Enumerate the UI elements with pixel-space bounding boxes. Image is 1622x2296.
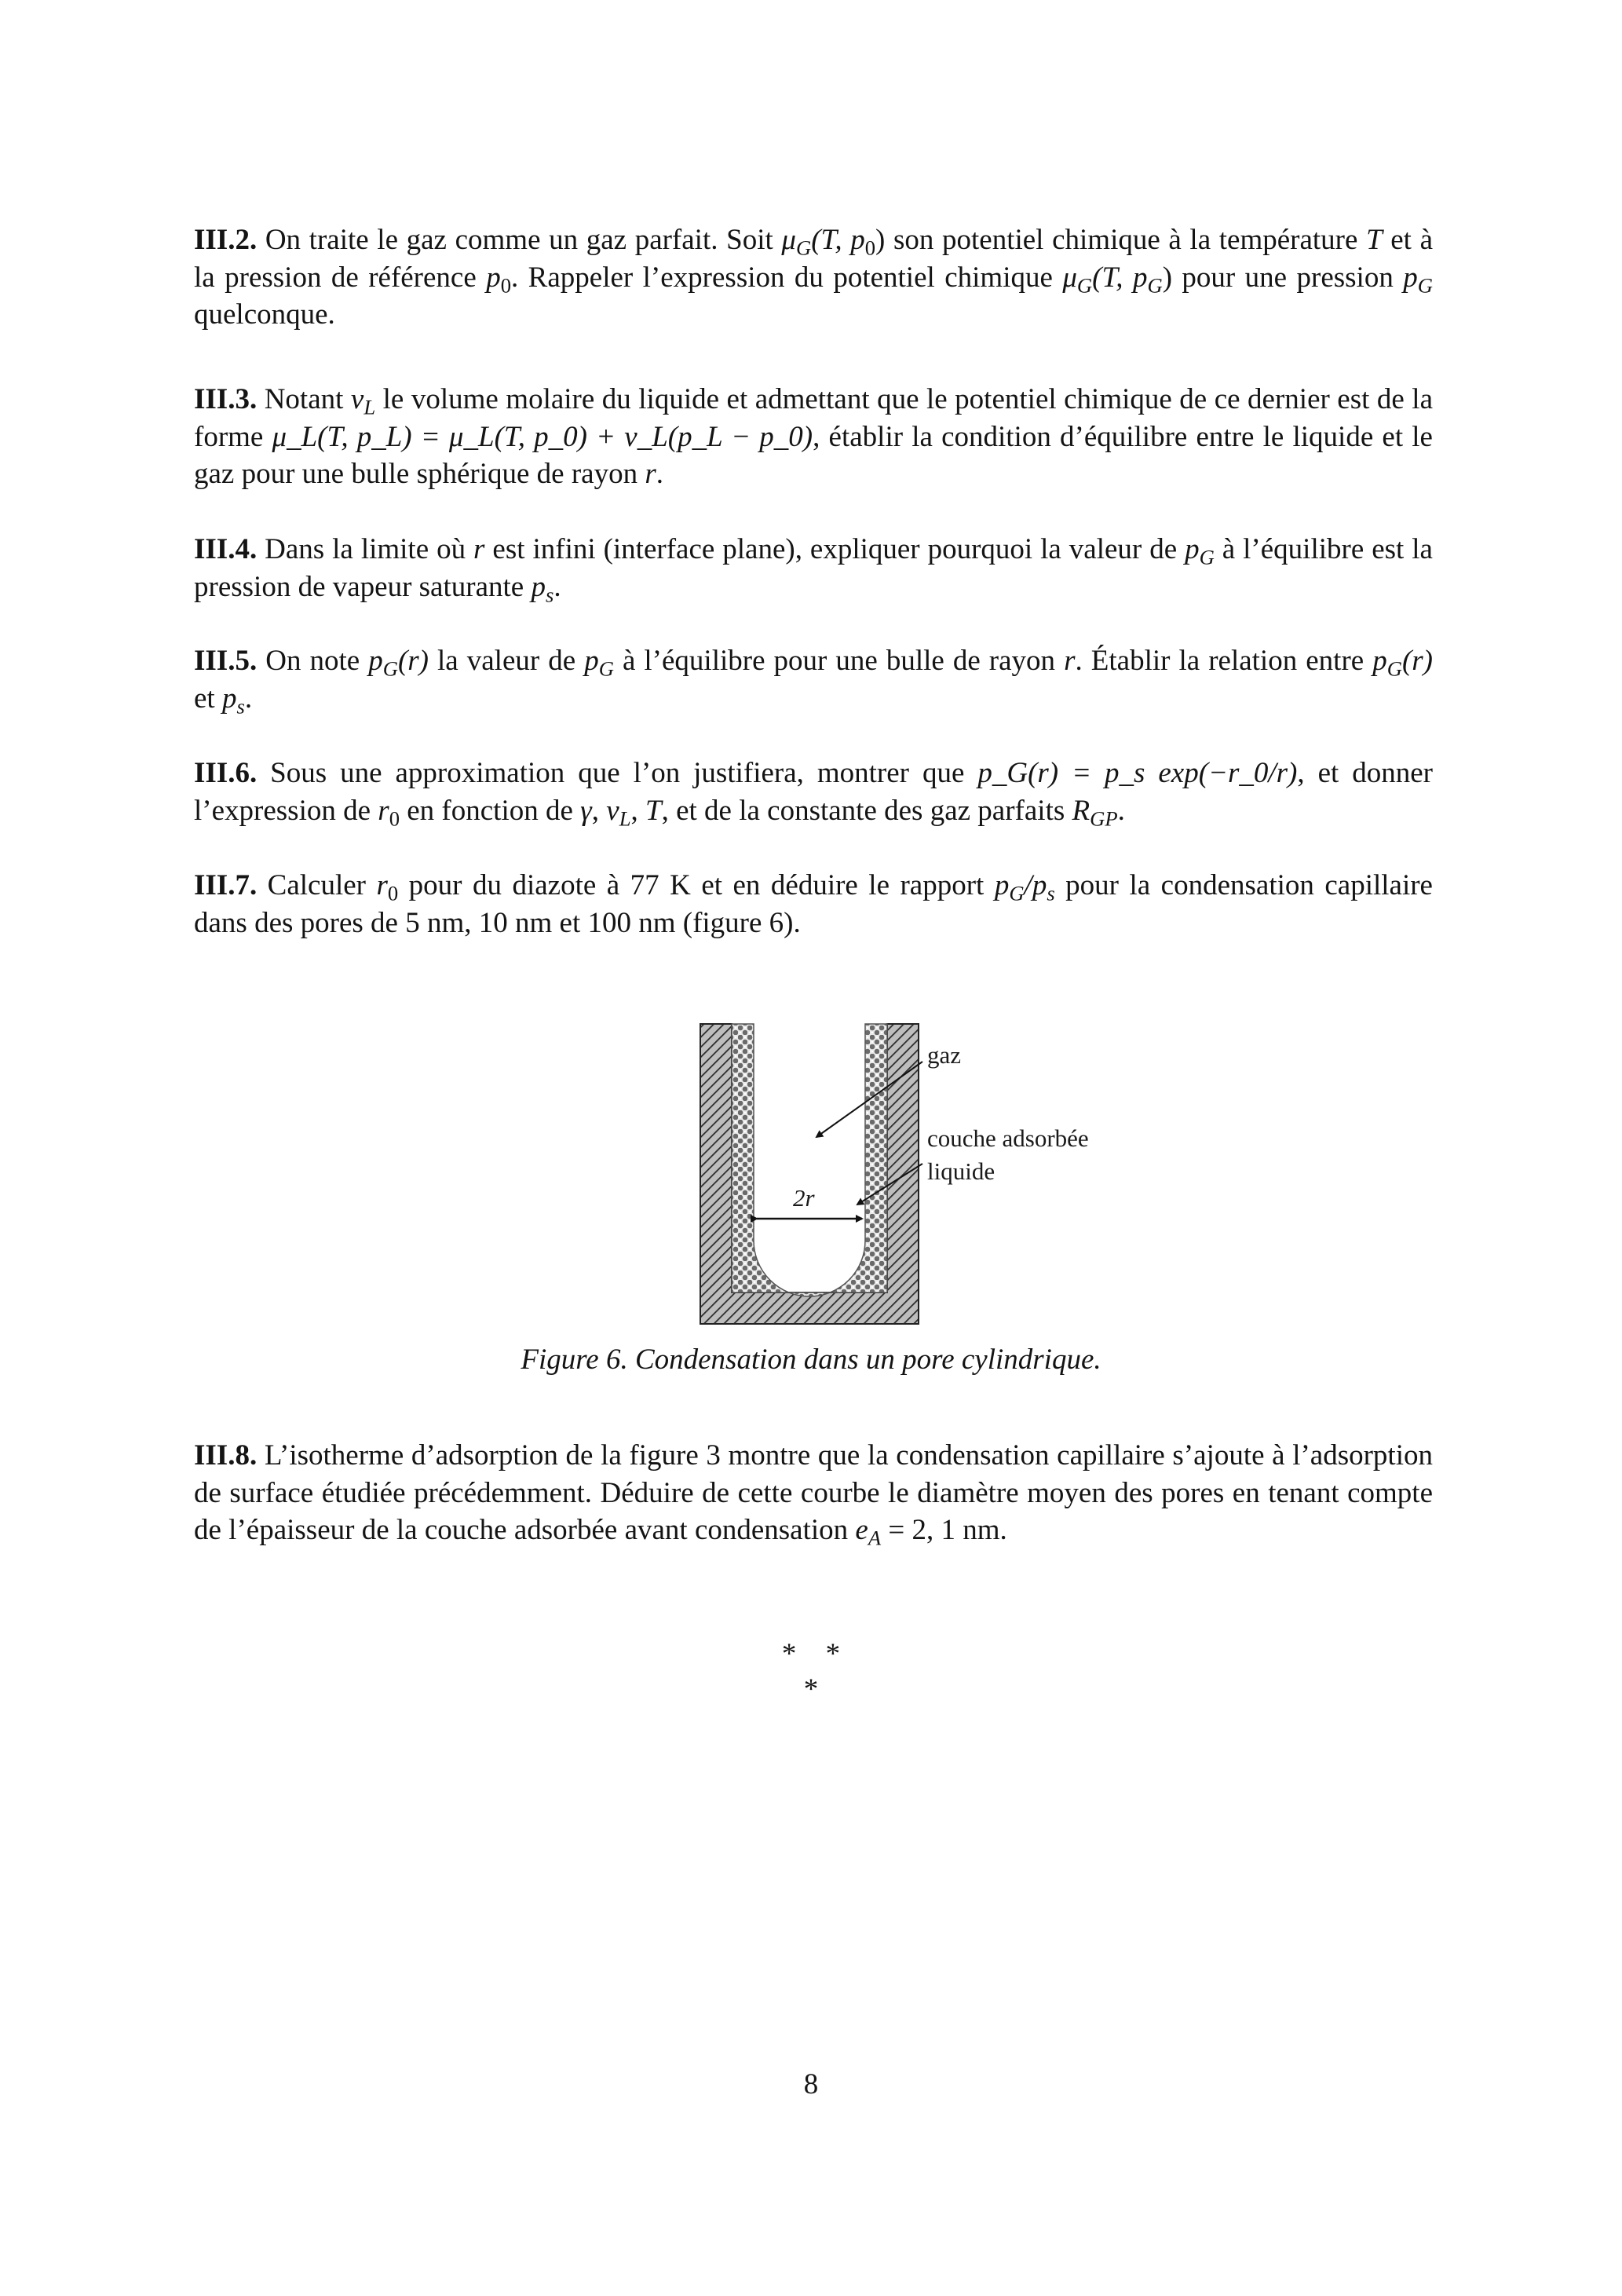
question-III-4 xyxy=(194,531,1433,605)
math-ps: $p_s$ xyxy=(221,682,245,718)
figure-pore-diagram xyxy=(691,1016,1162,1330)
question-label: III.7. xyxy=(194,869,258,901)
equation-kelvin: p_G(r) = p_s exp(−r_0/r) xyxy=(977,757,1298,789)
question-label: III.4. xyxy=(194,533,258,565)
question-text: Sous une approximation que l’on justifiera, montrer que xyxy=(257,757,978,789)
question-text: son potentiel chimique à la température xyxy=(885,224,1367,256)
math-r: r xyxy=(473,533,485,565)
question-text: Dans la limite où xyxy=(257,533,474,565)
math-pg: $p_G$ xyxy=(1403,261,1433,297)
math-rgp: $R_{GP}$ xyxy=(1072,794,1118,830)
question-text: pour du diazote à 77 K et en déduire le rapport xyxy=(398,869,995,901)
question-III-7 xyxy=(194,867,1433,941)
question-label: III.3. xyxy=(194,383,258,415)
figure-caption: Figure 6. Condensation dans un pore cylindrique. xyxy=(521,1344,1101,1376)
question-text: pour la condensation capillaire dans des pores de 5 nm, 10 nm et 100 nm (figure 6). xyxy=(194,869,1433,939)
math-r0: $r_0$ xyxy=(376,869,399,905)
question-text: . xyxy=(999,1514,1007,1546)
question-text: , établir la condition d’équilibre entre le liquide et le gaz pour une bulle sphérique de rayon xyxy=(194,420,1433,490)
question-text: à l’équilibre pour une bulle de rayon xyxy=(613,645,1065,677)
question-III-8 xyxy=(194,1437,1433,1549)
math-pg-r: $p_G(r)$ xyxy=(368,645,429,681)
math-r0: $r_0$ xyxy=(378,794,400,830)
math-ps: $p_s$ xyxy=(531,570,554,606)
question-text: et à la pression de référence xyxy=(194,224,1434,294)
math-r: r xyxy=(1064,645,1076,677)
math-p0: $p_0$ xyxy=(486,261,512,297)
question-label: III.6. xyxy=(194,757,258,789)
math-r: r xyxy=(645,458,656,490)
question-text: pour une pression xyxy=(1172,261,1404,294)
question-text: et xyxy=(194,682,222,715)
question-III-3 xyxy=(194,381,1433,493)
math-pg-r: $p_G(r)$ xyxy=(1372,645,1433,681)
math-vl: $v_L$ xyxy=(350,383,376,419)
question-text: . xyxy=(656,458,663,490)
question-text: . xyxy=(553,570,561,603)
equation-mu-liquid: μ_L(T, p_L) = μ_L(T, p_0) + v_L(p_L − p_0) xyxy=(272,420,813,453)
question-text: On traite le gaz comme un gaz parfait. Soit xyxy=(257,224,782,256)
math-pg: $p_G$ xyxy=(584,645,614,681)
question-III-6: III.6. Sous une approximation que l’on justifiera, montrer que p_G(r) = p_s exp(−r_0/r), et donner l’expression de $r_0$ en fonction de γ, $v_L$, T, et de la constante des gaz parfaits $R_{GP}$. xyxy=(194,757,1434,830)
question-text: . Établir la relation entre xyxy=(1075,645,1373,677)
end-stars-bottom: * xyxy=(803,1673,819,1706)
question-text: quelconque. xyxy=(194,298,335,331)
end-stars-top: * * xyxy=(781,1638,841,1670)
question-III-2 xyxy=(194,221,1433,334)
math-ea: $e_A = 2$, 1 nm xyxy=(855,1514,1000,1550)
adsorbed-layer-liquid xyxy=(732,1024,887,1296)
math-T: T xyxy=(645,794,662,827)
math-pg-over-ps: $p_G/p_s$ xyxy=(994,869,1055,905)
question-text: en fonction de xyxy=(400,794,581,827)
question-label: III.2. xyxy=(194,224,258,256)
question-text: Calculer xyxy=(257,869,377,901)
question-text: L’isotherme d’adsorption de la figure 3 montre que la condensation capillaire s’ajoute à l’adsorption de surface étudiée précédemment. Déduire de cette courbe le diamètre moyen des pores en tenant compte de l’épaisseur de la couche adsorbée avant condensation xyxy=(194,1439,1433,1546)
question-label: III.8. xyxy=(194,1439,258,1472)
question-label: III.5. xyxy=(194,645,258,677)
question-text: est infini (interface plane), expliquer pourquoi la valeur de xyxy=(484,533,1185,565)
label-couche-adsorbee: couche adsorbée xyxy=(927,1124,1089,1152)
label-gaz: gaz xyxy=(927,1041,962,1069)
question-text: . xyxy=(244,682,253,715)
question-text: Notant xyxy=(257,383,351,415)
math-vl: $v_L$ xyxy=(606,794,631,830)
question-text: On note xyxy=(257,645,369,677)
question-III-5 xyxy=(194,642,1433,717)
math-pg: $p_G$ xyxy=(1185,533,1215,569)
page-number: 8 xyxy=(803,2068,819,2100)
question-text: . Rappeler l’expression du potentiel chimique xyxy=(511,261,1063,294)
label-2r: 2r xyxy=(793,1184,815,1212)
math-mu-g-pg: $\mu_G(T$, $p_G$) xyxy=(1062,261,1173,297)
question-text: la valeur de xyxy=(429,645,585,677)
math-mu-g: $\mu_G(T$, $p_0$) xyxy=(781,224,886,260)
question-text: à l’équilibre est la pression de vapeur saturante xyxy=(194,533,1433,603)
question-text: le volume molaire du liquide et admettant que le potentiel chimique de ce dernier est de la forme xyxy=(194,383,1434,453)
label-liquide: liquide xyxy=(927,1157,995,1185)
question-text: , et de la constante des gaz parfaits xyxy=(661,794,1072,827)
question-text: , et donner l’expression de xyxy=(194,757,1434,827)
math-T: T xyxy=(1366,224,1383,256)
math-gamma: γ xyxy=(580,794,592,827)
